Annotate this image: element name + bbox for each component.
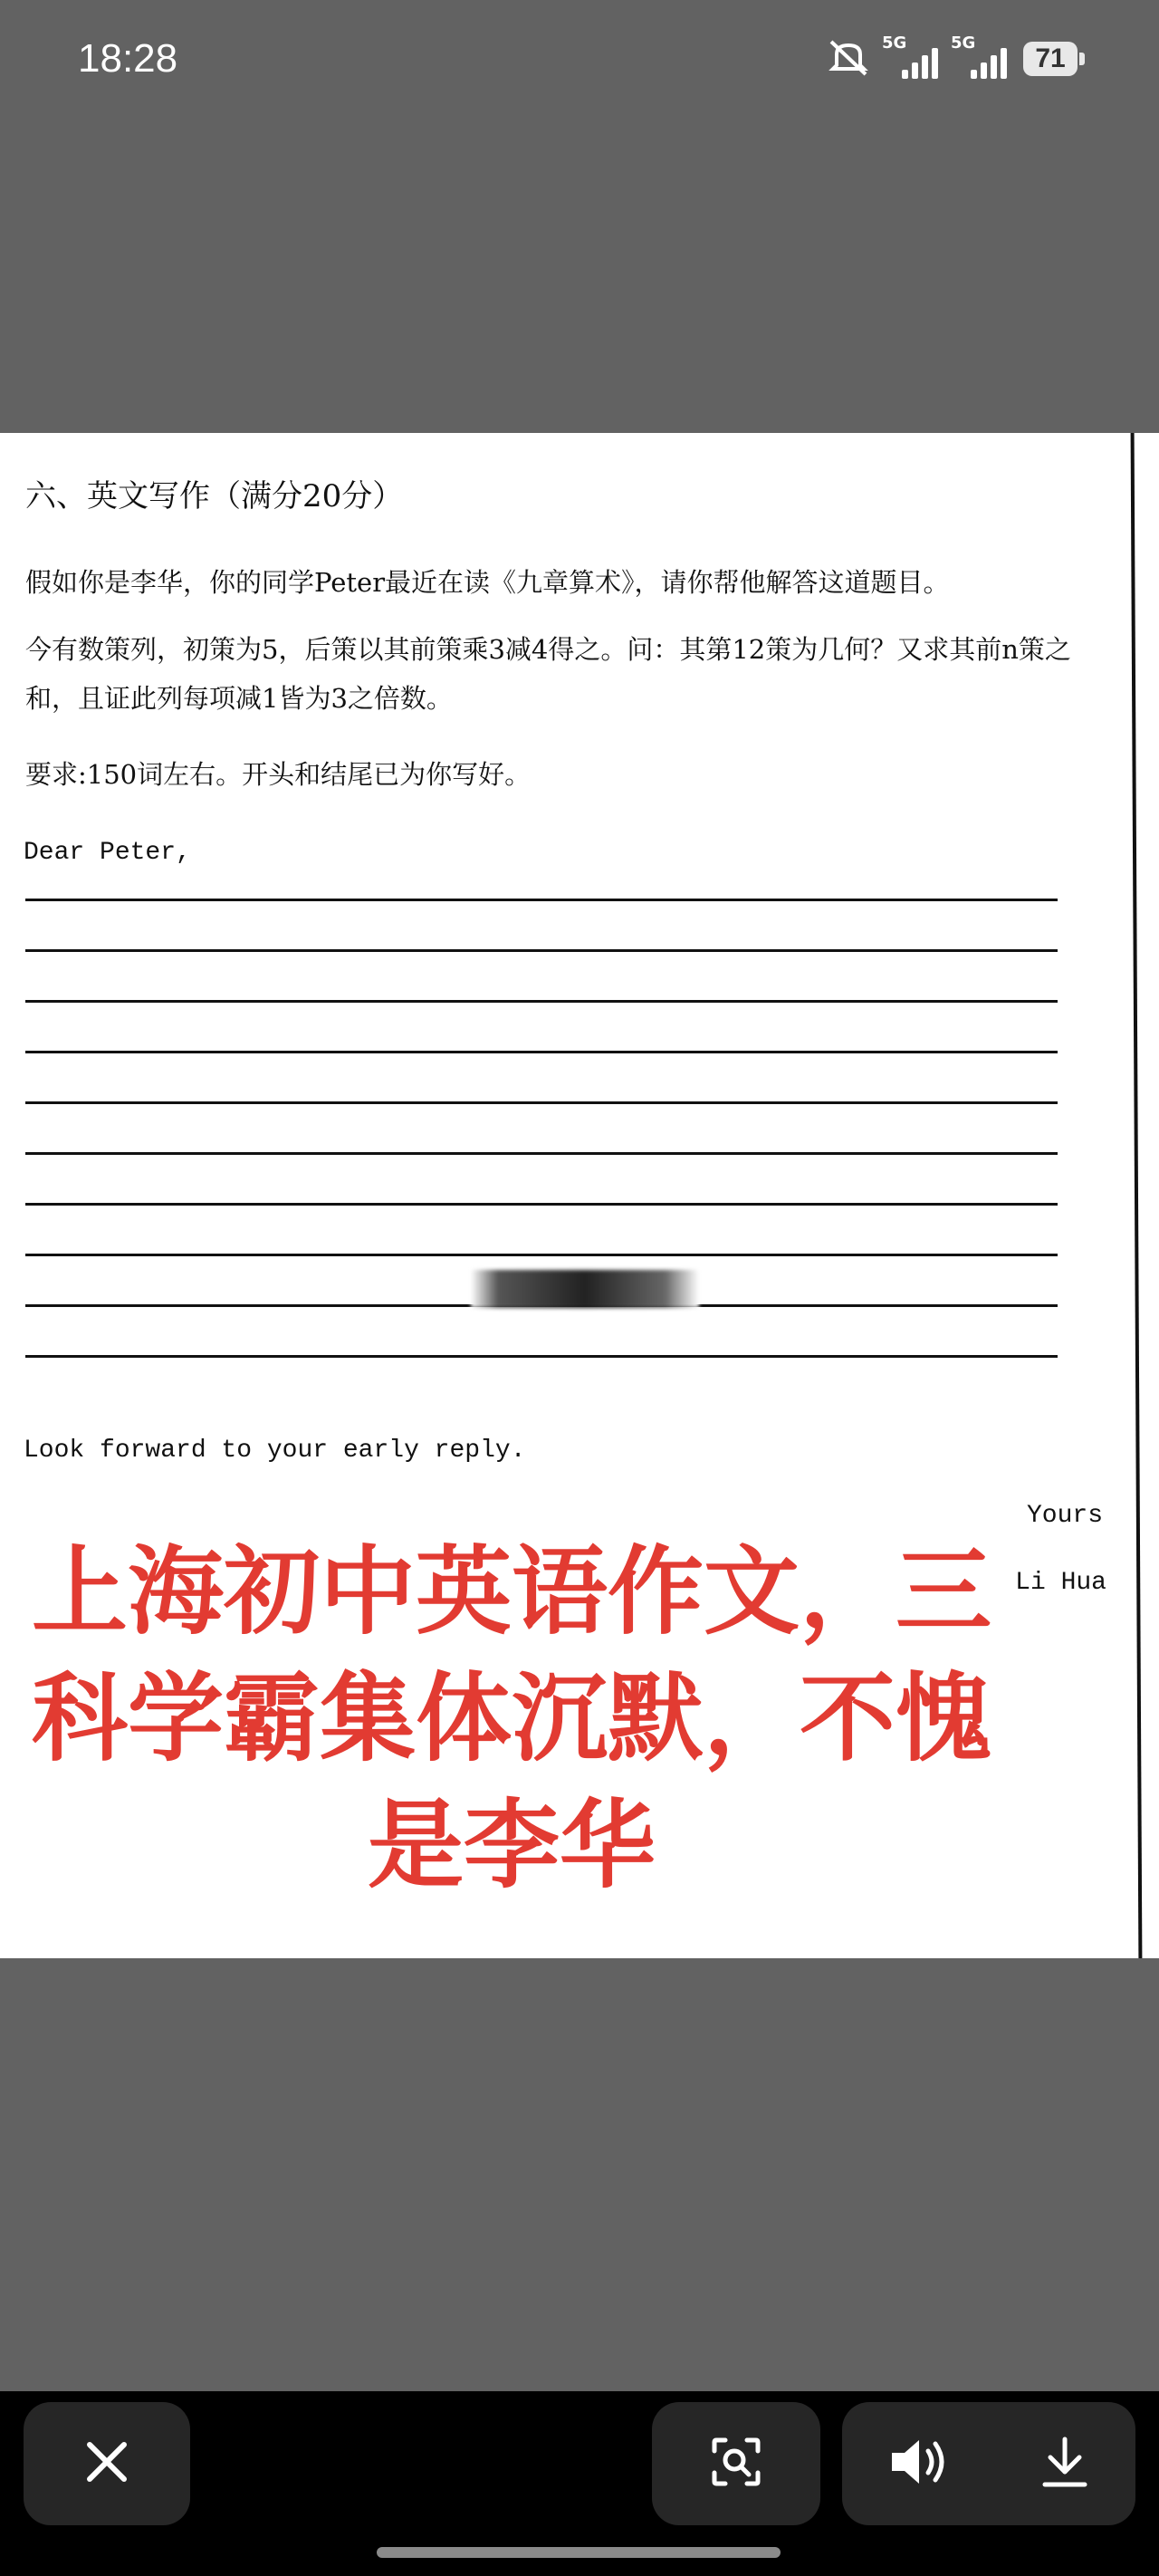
prompt-paragraph-1: 假如你是李华，你的同学Peter最近在读《九章算术》，请你帮他解答这道题目。 [25,567,950,598]
document-image [0,433,1159,1958]
writing-line [25,1254,1058,1256]
close-icon [84,2439,129,2488]
media-actions [842,2402,1135,2525]
writing-line [25,1152,1058,1155]
mute-icon [828,38,869,80]
status-icons [828,36,1078,82]
signal-2-icon [951,34,1007,79]
writing-line [25,1203,1058,1206]
overlay-caption: 上海初中英语作文，三科学霸集体沉默，不愧是李华 [32,1536,991,1901]
writing-line [25,1051,1058,1053]
clock: 18:28 [78,36,178,81]
battery-icon: 71 [1023,42,1078,76]
scan-icon [709,2435,763,2493]
status-bar [0,0,1159,127]
prompt-requirements: 要求:150词左右。开头和结尾已为你写好。 [25,759,532,790]
sign-off: Yours [1026,1502,1103,1530]
redacted-smudge [471,1270,699,1308]
volume-icon[interactable] [888,2437,948,2491]
closing-line: Look forward to your early reply. [24,1437,526,1465]
close-button[interactable] [24,2402,190,2525]
network-1-label: 5G [882,34,907,53]
home-indicator[interactable] [377,2547,781,2558]
writing-line [25,899,1058,901]
scan-button[interactable] [652,2402,820,2525]
download-icon[interactable] [1039,2436,1090,2492]
writing-line [25,1355,1058,1358]
greeting: Dear Peter, [24,839,191,867]
writing-line [25,1101,1058,1104]
prompt-paragraph-2: 今有数策列，初策为5，后策以其前策乘3减4得之。问：其第12策为几何？又求其前n策之和，且证此列每项减1皆为3之倍数。 [25,634,1071,714]
section-title: 六、英文写作（满分20分） [25,478,404,514]
writing-line [25,1000,1058,1003]
network-2-label: 5G [951,34,976,53]
signal-1-icon [882,34,938,79]
signature: Li Hua [1015,1569,1106,1597]
writing-line [25,949,1058,952]
paper-edge [1131,433,1143,1958]
